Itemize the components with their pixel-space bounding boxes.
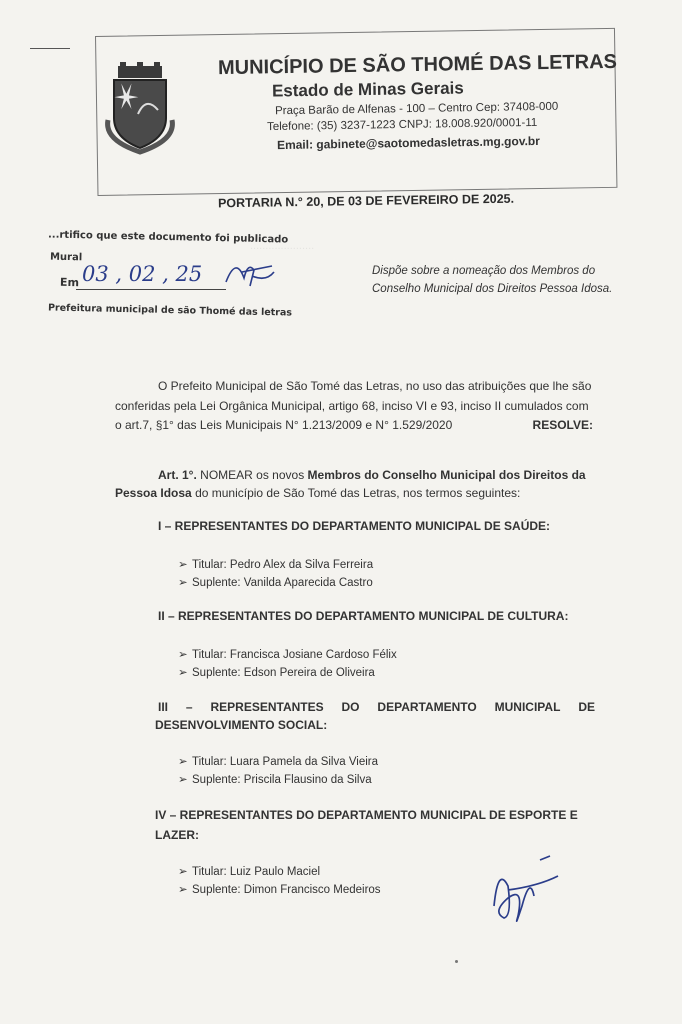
stamp-em-label: Em xyxy=(59,275,80,290)
intro-line-2: conferidas pela Lei Orgânica Municipal, artigo 68, inciso VI e 93, inciso II cumulados com xyxy=(115,399,589,413)
intro-line-3 xyxy=(115,418,593,432)
article-1-terms: do município de São Tomé das Letras, nos termos seguintes: xyxy=(195,486,521,500)
heading-word: DE xyxy=(578,700,595,714)
municipality-title: MUNICÍPIO DE SÃO THOMÉ DAS LETRAS xyxy=(217,50,618,80)
list-item-titular-cultura xyxy=(178,647,397,661)
email-line: Email: gabinete@saotomedasletras.mg.gov.br xyxy=(276,133,540,153)
list-item-suplente-esporte xyxy=(178,882,381,896)
stamp-certify-line: ...rtifico que este documento foi publicado xyxy=(47,229,289,246)
heading-word: DO xyxy=(341,700,360,714)
bullet-arrow-icon: ➢ xyxy=(178,577,188,589)
suplente-cultura: Suplente: Edson Pereira de Oliveira xyxy=(192,667,375,679)
article-1-nomear: NOMEAR os novos xyxy=(200,468,305,482)
margin-mark xyxy=(30,48,70,49)
suplente-esporte: Suplente: Dimon Francisco Medeiros xyxy=(192,884,381,896)
titular-esporte: Titular: Luiz Paulo Maciel xyxy=(192,866,321,878)
article-1-pessoa-idosa: Pessoa Idosa xyxy=(115,486,192,500)
section-heading-social xyxy=(158,700,595,714)
stamp-signature-icon xyxy=(222,252,278,292)
mayor-signature-icon xyxy=(478,846,568,936)
article-1-label: Art. 1°. xyxy=(158,468,197,482)
municipal-crest-icon xyxy=(104,60,176,156)
bleed-through-text: ..................... xyxy=(250,240,315,252)
heading-word: MUNICIPAL xyxy=(494,700,561,714)
list-item-suplente-cultura xyxy=(178,665,375,679)
suplente-social: Suplente: Priscila Flausino da Silva xyxy=(192,774,372,786)
section-heading-saude: I – REPRESENTANTES DO DEPARTAMENTO MUNICIPAL DE SAÚDE: xyxy=(158,519,551,533)
article-1-line-2 xyxy=(115,486,520,500)
list-item-titular-esporte xyxy=(178,864,320,878)
stamp-prefeitura-line: Prefeitura municipal de são Thomé das letras xyxy=(47,302,293,319)
heading-word: DEPARTAMENTO xyxy=(377,700,477,714)
resolve-label: RESOLVE: xyxy=(532,418,593,432)
ementa-summary: Dispõe sobre a nomeação dos Membros do Conselho Municipal dos Direitos Pessoa Idosa. xyxy=(372,265,613,295)
section-heading-esporte-line-2: LAZER: xyxy=(155,828,199,842)
section-heading-esporte: IV – REPRESENTANTES DO DEPARTAMENTO MUNICIPAL DE ESPORTE E xyxy=(155,808,578,822)
bullet-arrow-icon: ➢ xyxy=(178,866,188,878)
bullet-arrow-icon: ➢ xyxy=(178,667,188,679)
bullet-arrow-icon: ➢ xyxy=(178,756,188,768)
section-heading-social-line-2: DESENVOLVIMENTO SOCIAL: xyxy=(155,718,328,732)
stamp-underline xyxy=(76,289,226,290)
list-item-suplente-saude xyxy=(178,575,373,589)
portaria-title: PORTARIA N.° 20, DE 03 DE FEVEREIRO DE 2025. xyxy=(217,191,515,211)
list-item-titular-social xyxy=(178,754,378,768)
stamp-mural-line: Mural xyxy=(49,251,83,264)
phone-line: Telefone: (35) 3237-1223 CNPJ: 18.008.920/0001-11 xyxy=(266,116,538,134)
list-item-titular-saude xyxy=(178,557,373,571)
paper-speck xyxy=(455,960,458,963)
heading-word: – xyxy=(185,700,193,714)
bullet-arrow-icon: ➢ xyxy=(178,649,188,661)
titular-saude: Titular: Pedro Alex da Silva Ferreira xyxy=(192,559,374,571)
titular-cultura: Titular: Francisca Josiane Cardoso Félix xyxy=(192,649,397,661)
suplente-saude: Suplente: Vanilda Aparecida Castro xyxy=(192,577,373,589)
titular-social: Titular: Luara Pamela da Silva Vieira xyxy=(192,756,379,768)
heading-word: III xyxy=(158,700,169,714)
article-1-council: Membros do Conselho Municipal dos Direitos da xyxy=(307,468,586,482)
address-line: Praça Barão de Alfenas - 100 – Centro Cep: 37408-000 xyxy=(274,100,559,118)
article-1-line-1 xyxy=(158,468,586,482)
state-subtitle: Estado de Minas Gerais xyxy=(271,78,464,101)
bullet-arrow-icon: ➢ xyxy=(178,884,188,896)
intro-line-3-text: o art.7, §1° das Leis Municipais N° 1.213/2009 e N° 1.529/2020 xyxy=(115,418,453,432)
stamp-handwritten-date: 03 , 02 , 25 xyxy=(82,262,203,286)
list-item-suplente-social xyxy=(178,772,372,786)
bullet-arrow-icon: ➢ xyxy=(178,774,188,786)
section-heading-cultura: II – REPRESENTANTES DO DEPARTAMENTO MUNICIPAL DE CULTURA: xyxy=(158,609,569,623)
intro-line-1: O Prefeito Municipal de São Tomé das Letras, no uso das atribuições que lhe são xyxy=(158,379,592,393)
bullet-arrow-icon: ➢ xyxy=(178,559,188,571)
heading-word: REPRESENTANTES xyxy=(210,700,324,714)
